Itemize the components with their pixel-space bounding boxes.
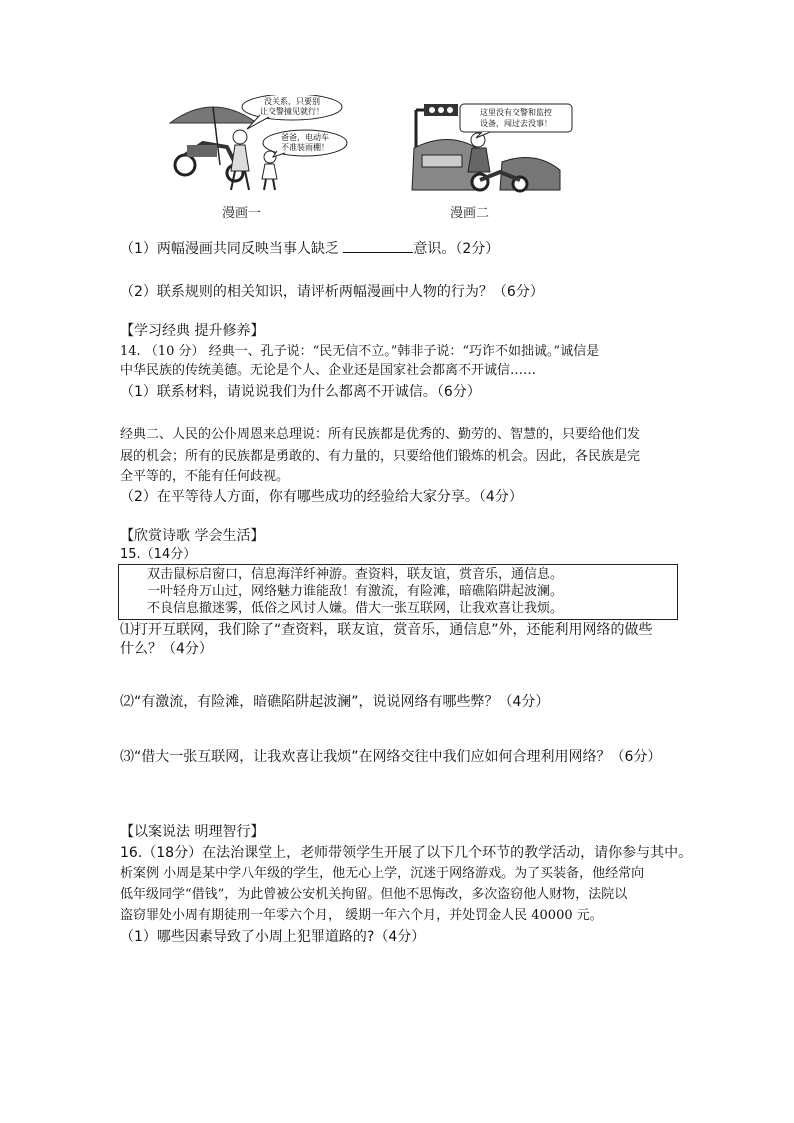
poem-line-three: 不良信息撤迷雾，低俗之风讨人嫌。借大一张互联网，让我欢喜让我烦。 [147,601,564,616]
q16-case-line-two: 低年级同学“借钱”，为此曾被公安机关拘留。但他不思悔改，多次盗窃他人财物，法院以 [120,887,628,902]
comic-one-bubble-one-line-two: 让交警撞见就行！ [260,107,324,116]
poem-box [118,564,678,620]
q14-classic-two-line-two: 展的机会；所有的民族都是勇敢的、有力量的，只要给他们锻炼的机会。因此，各民族是完 [120,449,641,464]
q15-part-three: ⑶“借大一张互联网，让我欢喜让我烦”在网络交往中我们应如何合理利用网络？（6分） [120,749,662,765]
answer-blank[interactable] [343,240,413,253]
q16-case-line-three: 盗窃罪处小周有期徒刑一年零六个月， 缓期一年六个月，并处罚金人民 40000 元。 [120,908,603,923]
comic-two-caption: 漫画二 [450,206,490,221]
q13-part-one [120,240,499,258]
comic-one-bubble-two-line-one: 爸爸，电动车 [281,133,329,142]
comic-one-bubble-two-line-two: 不准装雨棚！ [281,143,329,152]
q16-part-one: （1）哪些因素导致了小周上犯罪道路的?（4分） [120,929,426,945]
q15-part-one-line-one: ⑴打开互联网，我们除了“查资料，联友谊，赏音乐，通信息”外，还能利用网络的做些 [120,622,653,638]
q15-label: 15.（14分） [120,547,197,562]
comic-one [165,95,350,195]
q15-part-two: ⑵“有激流，有险滩，暗礁陷阱起波澜”，说说网络有哪些弊？（4分） [120,694,550,710]
comic-two-bubble-line-two: 设备，闯过去没事！ [480,119,552,128]
poem-line-one: 双击鼠标启窗口，信息海洋纤神游。查资料，联友谊，赏音乐，通信息。 [147,567,564,582]
comic-two-bubble-line-one: 这里没有交警和监控 [480,108,552,117]
q14-intro-line-two: 中华民族的传统美德。无论是个人、企业还是国家社会都离不开诚信…… [120,363,537,378]
q13-part-one-before: （1）两幅漫画共同反映当事人缺乏 [120,241,344,257]
q16-case-line-one: 析案例 小周是某中学八年级的学生，他无心上学，沉迷于网络游戏。为了买装备，他经常向 [120,866,645,881]
comic-two [410,100,575,195]
q16-intro: 16.（18分）在法治课堂上，老师带领学生开展了以下几个环节的教学活动，请你参与其中。 [120,845,693,861]
q15-part-one-line-two: 什么？（4分） [120,641,213,657]
q13-part-two: （2）联系规则的相关知识，请评析两幅漫画中人物的行为？（6分） [120,284,544,300]
comic-one-caption: 漫画一 [222,206,262,221]
section-classic-heading: 【学习经典 提升修养】 [120,323,265,339]
q14-intro-line-one: 14. （10 分） 经典一、孔子说：“民无信不立。”韩非子说：“巧诈不如拙诚。”诚信是 [120,344,600,359]
comic-one-illustration [165,95,350,195]
q14-part-one: （1）联系材料，请说说我们为什么都离不开诚信。（6分） [120,384,481,400]
comic-one-bubble-one-line-one: 没关系，只要别 [264,97,320,106]
q14-classic-two-line-one: 经典二、人民的公仆周恩来总理说：所有民族都是优秀的、勤劳的、智慧的，只要给他们发 [120,427,641,442]
q13-part-one-after: 意识。（2分） [413,241,500,257]
poem-line-two: 一叶轻舟万山过，网络魅力谁能敌！有激流，有险滩，暗礁陷阱起波澜。 [147,584,564,599]
q14-part-two: （2）在平等待人方面，你有哪些成功的经验给大家分享。（4分） [120,489,523,505]
section-case-heading: 【以案说法 明理智行】 [120,824,265,840]
comic-two-illustration [410,100,575,195]
section-poem-heading: 【欣赏诗歌 学会生活】 [120,528,265,544]
q14-classic-two-line-three: 全平等的，不能有任何歧视。 [120,469,290,484]
